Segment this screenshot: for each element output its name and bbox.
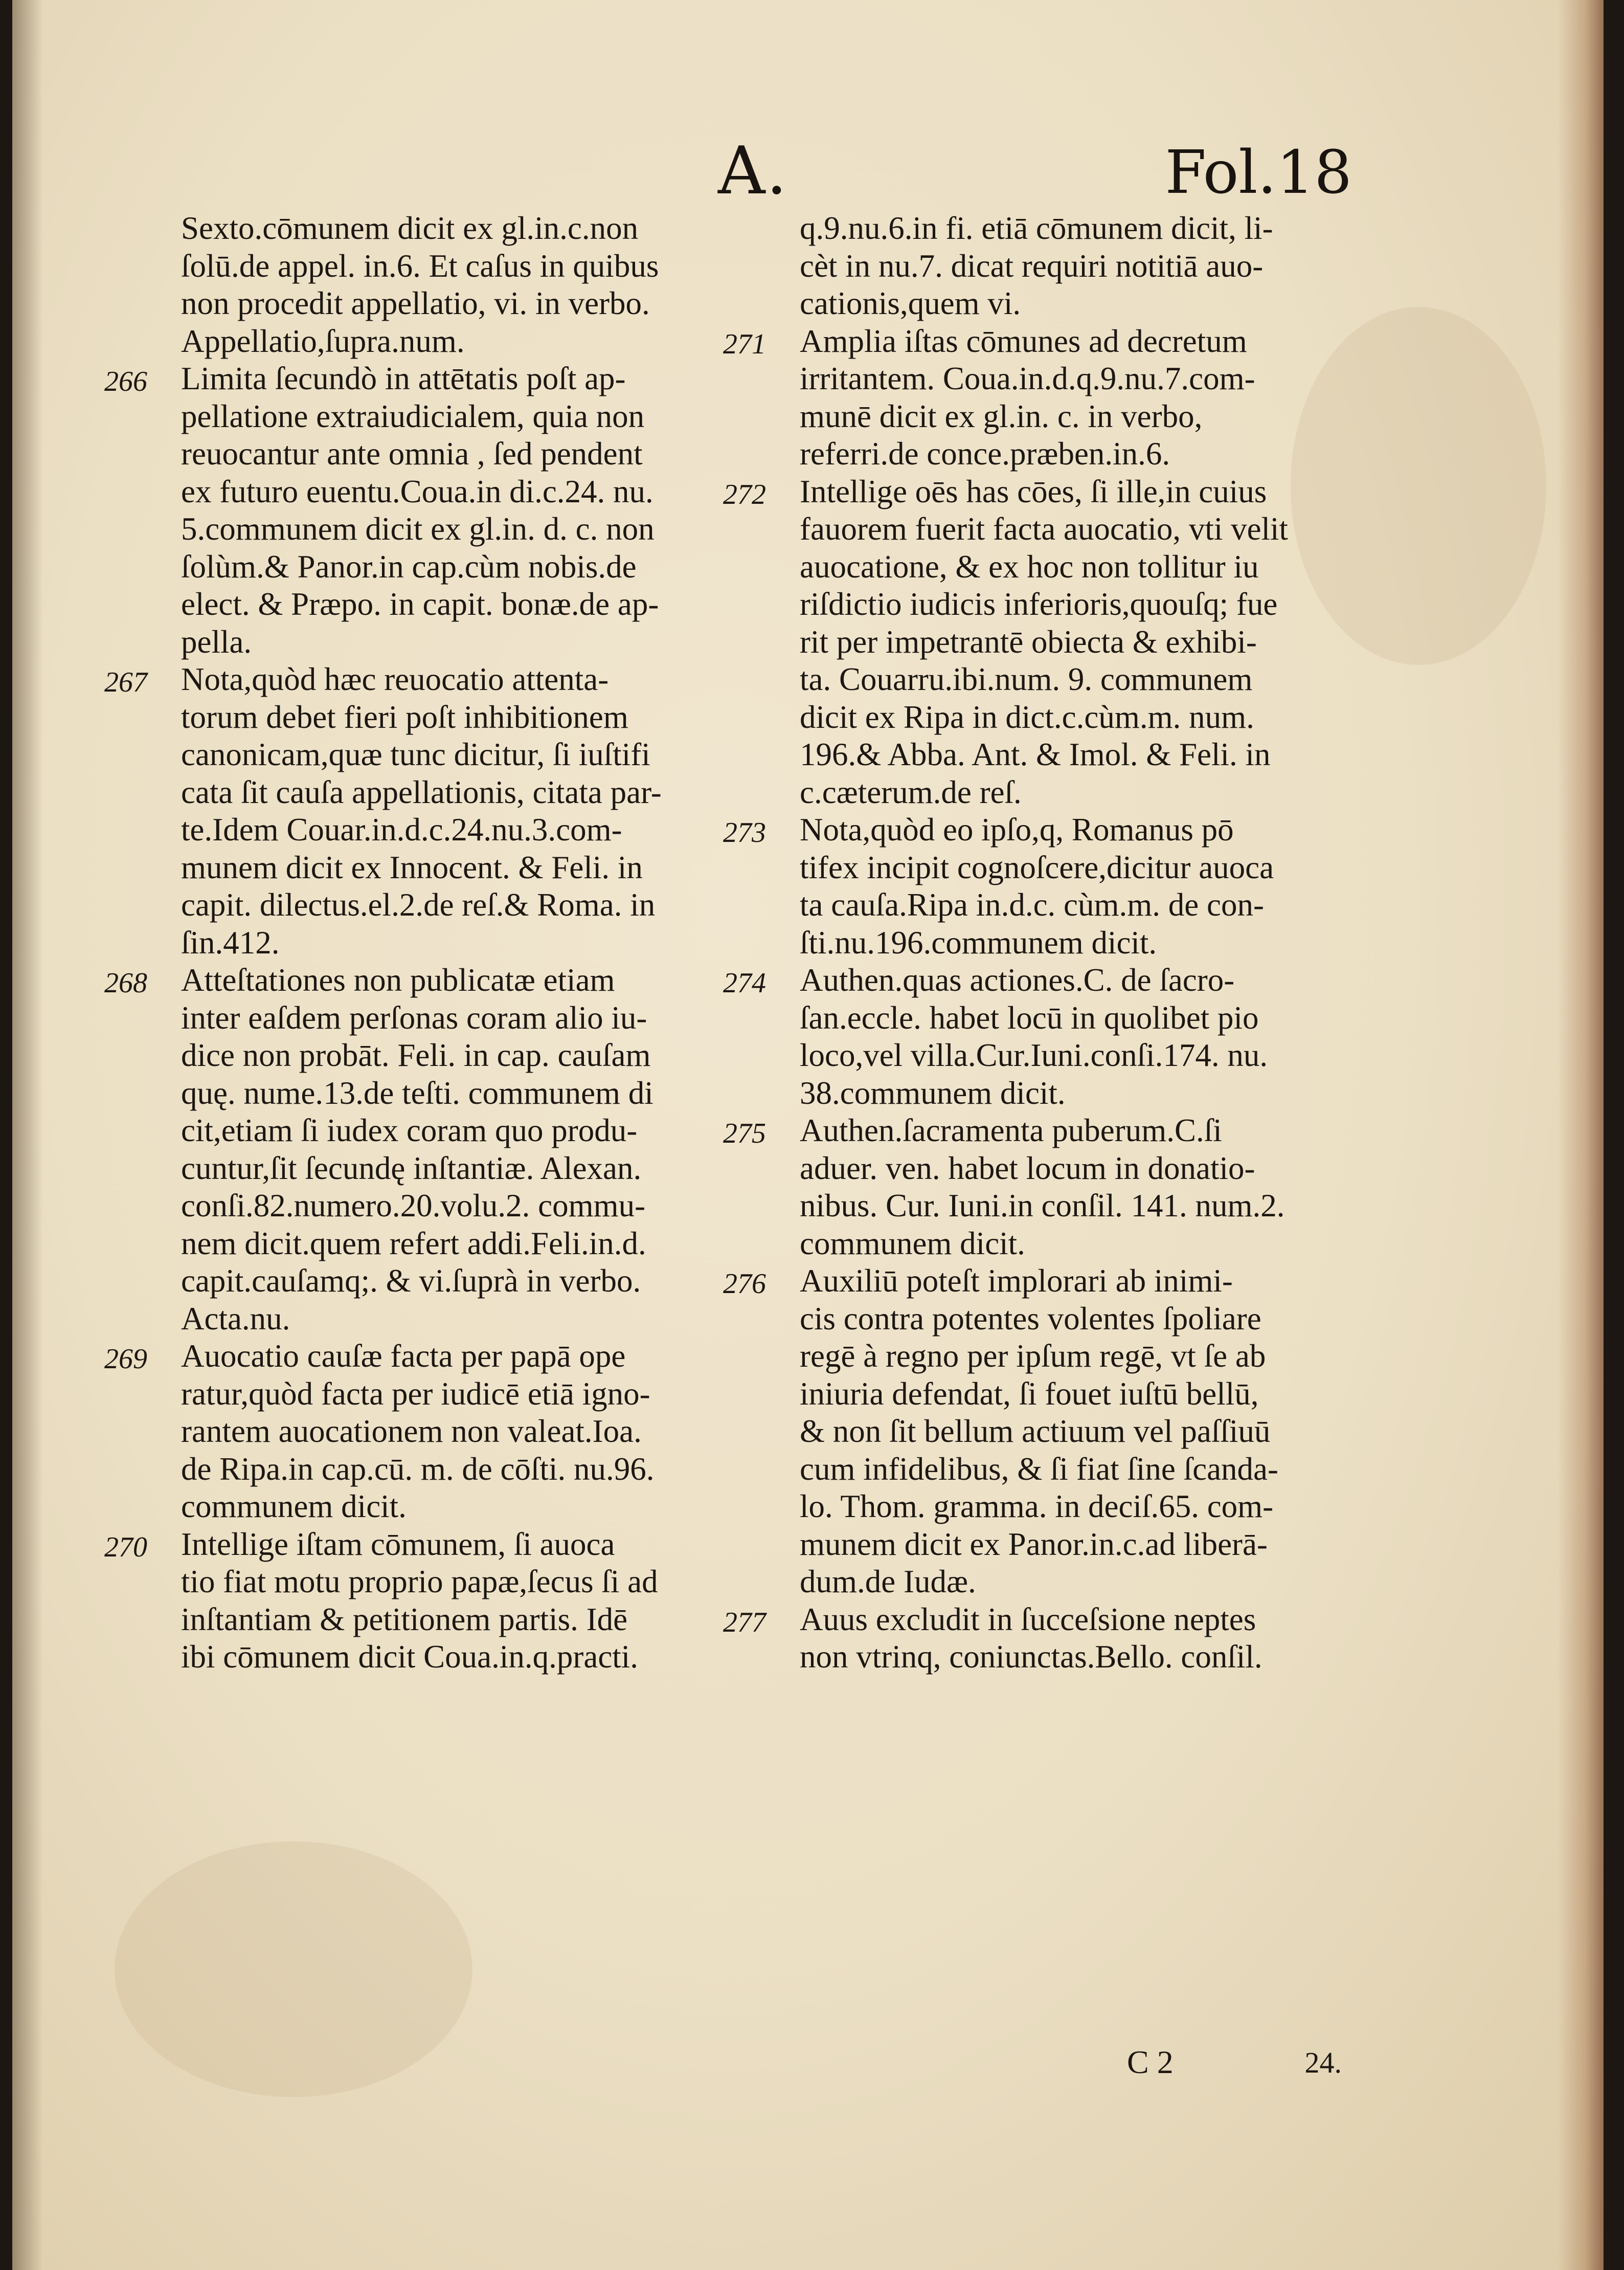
text-line: Auus excludit in ſucceſsione neptes <box>800 1601 1256 1637</box>
book-page <box>12 0 1604 2270</box>
text-line: riſdictio iudicis inferioris,quouſq; fue <box>800 586 1278 622</box>
text-line: non vtrinq, coniunctas.Bello. conſil. <box>800 1639 1262 1675</box>
text-line: 196.& Abba. Ant. & Imol. & Feli. in <box>800 737 1271 772</box>
text-line: munem dicit ex Innocent. & Feli. in <box>181 849 643 885</box>
text-line: munem dicit ex Panor.in.c.ad liberā- <box>800 1526 1268 1562</box>
text-line: cèt in nu.7. dicat requiri notitiā auo- <box>800 248 1264 284</box>
entry-267 <box>104 661 738 962</box>
text-line: ſolū.de appel. in.6. Et caſus in quibus <box>181 248 659 284</box>
text-line: cis contra potentes volentes ſpoliare <box>800 1300 1261 1337</box>
entry-272 <box>723 473 1357 812</box>
entry-277 <box>723 1601 1357 1676</box>
text-line: & non ſit bellum actiuum vel paſſiuū <box>800 1413 1271 1449</box>
continuation-text <box>723 210 1357 323</box>
text-line: cum infidelibus, & ſi fiat ſine ſcanda- <box>800 1451 1278 1487</box>
text-line: pella. <box>181 624 252 660</box>
gutter-shadow <box>12 0 43 2270</box>
text-line: Limita ſecundò in attētatis poſt ap- <box>181 361 626 396</box>
entry-number: 274 <box>723 967 766 999</box>
entry-276 <box>723 1262 1357 1601</box>
entry-number: 267 <box>104 666 147 698</box>
entry-number: 266 <box>104 366 147 397</box>
text-line: cata ſit cauſa appellationis, citata par- <box>181 774 662 810</box>
text-line: nibus. Cur. Iuni.in conſil. 141. num.2. <box>800 1188 1285 1223</box>
text-line: fauorem fuerit facta auocatio, vti velit <box>800 511 1289 547</box>
text-line: elect. & Præpo. in capit. bonæ.de ap- <box>181 586 659 622</box>
entry-number: 275 <box>723 1118 766 1149</box>
text-line: irritantem. Coua.in.d.q.9.nu.7.com- <box>800 361 1255 396</box>
paper-stain <box>115 1841 472 2097</box>
entry-number: 270 <box>104 1531 147 1563</box>
entry-number: 277 <box>723 1606 766 1638</box>
text-line: Authen.ſacramenta puberum.C.ſi <box>800 1112 1222 1148</box>
text-line: dum.de Iudæ. <box>800 1564 976 1599</box>
text-line: loco,vel villa.Cur.Iuni.conſi.174. nu. <box>800 1037 1268 1073</box>
text-line: Sexto.cōmunem dicit ex gl.in.c.non <box>181 210 639 246</box>
text-line: torum debet fieri poſt inhibitionem <box>181 699 628 735</box>
text-line: q.9.nu.6.in fi. etiā cōmunem dicit, li- <box>800 210 1273 246</box>
text-line: capit. dilectus.el.2.de reſ.& Roma. in <box>181 887 656 923</box>
running-head-letter: A. <box>718 133 788 209</box>
text-line: dice non probāt. Feli. in cap. cauſam <box>181 1037 651 1073</box>
text-line: Auxiliū poteſt implorari ab inimi- <box>800 1263 1233 1299</box>
entry-273 <box>723 811 1357 962</box>
text-line: cuntur,ſit ſecundę inſtantiæ. Alexan. <box>181 1150 642 1186</box>
entry-271 <box>723 323 1357 473</box>
text-line: ſolùm.& Panor.in cap.cùm nobis.de <box>181 548 637 585</box>
text-line: Amplia iſtas cōmunes ad decretum <box>800 323 1247 359</box>
text-line: aduer. ven. habet locum in donatio- <box>800 1150 1255 1186</box>
text-line: ſin.412. <box>181 924 280 961</box>
text-line: 38.communem dicit. <box>800 1075 1066 1111</box>
text-line: Nota,quòd hæc reuocatio attenta- <box>181 661 609 697</box>
text-line: regē à regno per ipſum regē, vt ſe ab <box>800 1338 1266 1374</box>
signature-mark: C 2 <box>1127 2044 1174 2080</box>
text-line: c.cæterum.de reſ. <box>800 774 1022 810</box>
text-line: canonicam,quæ tunc dicitur, ſi iuſtifi <box>181 737 650 772</box>
text-line: conſi.82.numero.20.volu.2. commu- <box>181 1188 646 1223</box>
entry-268 <box>104 962 738 1338</box>
text-line: tifex incipit cognoſcere,dicitur auoca <box>800 849 1274 885</box>
text-line: Auocatio cauſæ facta per papā ope <box>181 1338 626 1374</box>
entry-270 <box>104 1526 738 1676</box>
text-line: Appellatio,ſupra.num. <box>181 323 465 359</box>
text-line: Intellige iſtam cōmunem, ſi auoca <box>181 1526 615 1562</box>
text-line: auocatione, & ex hoc non tollitur iu <box>800 548 1259 585</box>
entry-number: 268 <box>104 967 147 999</box>
catchword: 24. <box>1304 2046 1342 2079</box>
text-line: ratur,quòd facta per iudicē etiā igno- <box>181 1375 650 1412</box>
text-line: te.Idem Couar.in.d.c.24.nu.3.com- <box>181 812 622 848</box>
text-line: rantem auocationem non valeat.Ioa. <box>181 1413 642 1449</box>
right-column <box>723 210 1357 1676</box>
text-line: ex futuro euentu.Coua.in di.c.24. nu. <box>181 473 653 509</box>
running-head <box>718 133 1352 210</box>
text-line: referri.de conce.præben.in.6. <box>800 436 1170 472</box>
text-line: capit.cauſamq;. & vi.ſuprà in verbo. <box>181 1263 641 1299</box>
text-line: ſti.nu.196.communem dicit. <box>800 924 1157 961</box>
text-line: cationis,quem vi. <box>800 285 1021 321</box>
page-edge-foxing <box>1558 0 1604 2270</box>
text-line: lo. Thom. gramma. in deciſ.65. com- <box>800 1488 1274 1524</box>
text-line: reuocantur ante omnia , ſed pendent <box>181 436 643 472</box>
left-column <box>104 210 738 1676</box>
text-line: Intellige oēs has cōes, ſi ille,in cuius <box>800 473 1267 509</box>
entry-number: 272 <box>723 478 766 510</box>
text-line: communem dicit. <box>181 1488 407 1524</box>
text-line: munē dicit ex gl.in. c. in verbo, <box>800 398 1203 434</box>
text-line: non procedit appellatio, vi. in verbo. <box>181 285 650 321</box>
text-line: inter eaſdem perſonas coram alio iu- <box>181 999 647 1036</box>
text-line: Nota,quòd eo ipſo,q, Romanus pō <box>800 812 1234 848</box>
text-line: inſtantiam & petitionem partis. Idē <box>181 1601 628 1637</box>
entry-number: 271 <box>723 328 766 360</box>
text-line: 5.communem dicit ex gl.in. d. c. non <box>181 511 655 547</box>
entry-number: 269 <box>104 1343 147 1375</box>
text-line: communem dicit. <box>800 1225 1025 1261</box>
text-line: ta. Couarru.ibi.num. 9. communem <box>800 661 1253 697</box>
entry-275 <box>723 1112 1357 1262</box>
text-line: Authen.quas actiones.C. de ſacro- <box>800 962 1235 998</box>
text-line: iniuria defendat, ſi fouet iuſtū bellū, <box>800 1375 1259 1412</box>
entry-274 <box>723 962 1357 1112</box>
text-line: ſan.eccle. habet locū in quolibet pio <box>800 999 1259 1036</box>
signature-line <box>1127 2043 1342 2089</box>
text-line: ibi cōmunem dicit Coua.in.q.practi. <box>181 1639 639 1675</box>
entry-number: 273 <box>723 817 766 849</box>
text-line: de Ripa.in cap.cū. m. de cōſti. nu.96. <box>181 1451 655 1487</box>
entry-269 <box>104 1338 738 1526</box>
entry-number: 276 <box>723 1268 766 1300</box>
text-line: pellatione extraiudicialem, quia non <box>181 398 645 434</box>
text-line: quę. nume.13.de teſti. communem di <box>181 1075 653 1111</box>
folio-number: Fol.18 <box>1165 138 1352 207</box>
text-line: nem dicit.quem refert addi.Feli.in.d. <box>181 1225 646 1261</box>
text-line: rit per impetrantē obiecta & exhibi- <box>800 624 1257 660</box>
text-line: Acta.nu. <box>181 1300 290 1337</box>
entry-266 <box>104 360 738 661</box>
text-line: ta cauſa.Ripa in.d.c. cùm.m. de con- <box>800 887 1264 923</box>
text-line: tio fiat motu proprio papæ,ſecus ſi ad <box>181 1564 658 1599</box>
text-line: dicit ex Ripa in dict.c.cùm.m. num. <box>800 699 1254 735</box>
text-line: Atteſtationes non publicatæ etiam <box>181 962 615 998</box>
continuation-text <box>104 210 738 360</box>
text-line: cit,etiam ſi iudex coram quo produ- <box>181 1112 638 1148</box>
